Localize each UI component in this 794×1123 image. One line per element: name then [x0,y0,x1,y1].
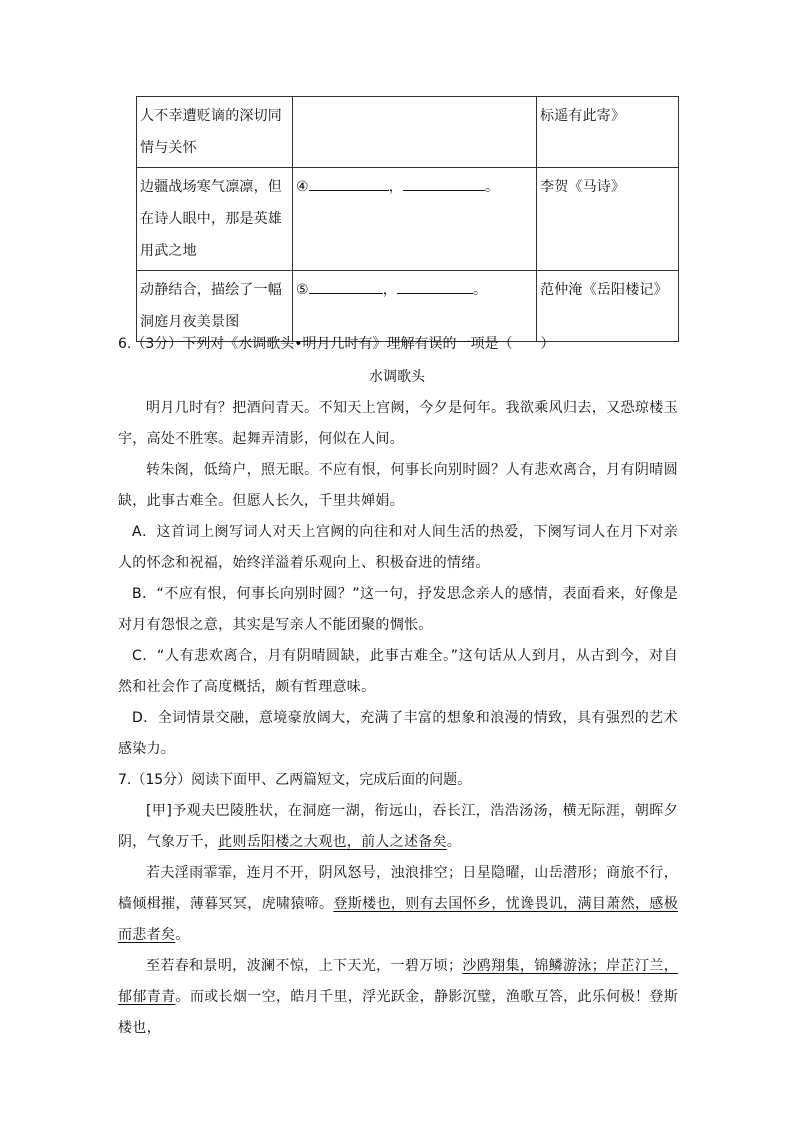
option-d[interactable]: D．全词情景交融，意境豪放阔大，充满了丰富的想象和浪漫的情致，具有强烈的艺术感染力。 [118,710,678,757]
table-cell-theme: 人不幸遭贬谪的深切同情与关怀 [137,97,293,168]
period: 。 [472,282,488,298]
item-number: ⑤ [296,282,309,298]
answer-blank[interactable] [403,172,485,191]
table-cell-theme: 动静结合，描绘了一幅洞庭月夜美景图 [137,271,293,342]
question-7-stem: 7.（15分）阅读下面甲、乙两篇短文，完成后面的问题。 [118,772,472,788]
option-c[interactable]: C．“人有悲欢离合，月有阴晴圆缺，此事古难全。”这句话从人到月，从古到今，对自然和社会作了高度概括，颇有哲理意味。 [118,648,678,695]
passage-text: 。 [175,927,190,943]
option-b[interactable]: B．“不应有恨，何事长向别时圆？”这一句，抒发思念亲人的感情，表面看来，好像是对月有怨恨之意，其实是写亲人不能团聚的惆怅。 [118,586,678,633]
question-6-stem: 6.（3分）下列对《水调歌头•明月几时有》理解有误的一项是（ ） [118,336,555,352]
underlined-sentence: 沙鸥翔集，锦鳞游泳；岸芷汀兰，郁郁青青 [118,958,679,1005]
passage-text: 。而或长烟一空，皓月千里，浮光跃金，静影沉璧，渔歌互答，此乐何极！登斯楼也， [118,989,679,1036]
comma: ， [382,282,397,298]
table-row [137,97,679,168]
period: 。 [484,179,500,195]
table-cell-answer [293,97,537,168]
poem-stanza-1: 明月几时有？把酒问青天。不知天上宫阙，今夕是何年。我欲乘风归去，又恐琼楼玉宇，高处不胜寒。起舞弄清影，何似在人间。 [118,400,678,447]
answer-blank[interactable] [397,275,473,294]
table-cell-theme: 边疆战场寒气凛凛，但在诗人眼中，那是英雄用武之地 [137,168,293,271]
poetry-table [136,96,679,342]
passage-jia-paragraph-2 [118,858,678,951]
option-a[interactable]: A．这首词上阕写词人对天上宫阙的向往和对人间生活的热爱，下阕写词人在月下对亲人的怀念和祝福，始终洋溢着乐观向上、积极奋进的情绪。 [118,524,678,571]
underlined-sentence: 此则岳阳楼之大观也，前人之述备矣 [218,834,447,850]
passage-text: 。 [446,834,462,850]
poem-title: 水调歌头 [369,369,425,385]
passage-text: [甲]予观夫巴陵胜状，在洞庭一湖，衔远山，吞长江，浩浩汤汤，横无际涯，朝晖夕阴，气象万千， [118,803,678,850]
table-row [137,168,679,271]
passage-text: 若夫淫雨霏霏，连月不开，阴风怒号，浊浪排空；日星隐曜，山岳潜形；商旅不行，樯倾楫摧，薄暮冥冥，虎啸猿啼。 [118,865,678,912]
poem-stanza-2: 转朱阁，低绮户，照无眠。不应有恨，何事长向别时圆？人有悲欢离合，月有阴晴圆缺，此事古难全。但愿人长久，千里共婵娟。 [118,462,678,509]
comma: ， [388,179,403,195]
item-number: ④ [296,179,309,195]
passage-jia-paragraph-1 [118,796,678,858]
passage-text: 至若春和景明，波澜不惊，上下天光，一碧万顷； [146,958,463,974]
table-cell-source: 标遥有此寄》 [537,97,679,168]
table-row [137,271,679,342]
table-cell-answer[interactable] [293,168,537,271]
table-cell-source: 李贺《马诗》 [537,168,679,271]
table-cell-source: 范仲淹《岳阳楼记》 [537,271,679,342]
table-cell-answer[interactable] [293,271,537,342]
passage-jia-paragraph-3 [118,951,678,1044]
answer-blank[interactable] [309,172,389,191]
answer-blank[interactable] [309,275,383,294]
underlined-sentence: 登斯楼也，则有去国怀乡，忧谗畏讥，满目萧然，感极而悲者矣 [118,896,678,943]
